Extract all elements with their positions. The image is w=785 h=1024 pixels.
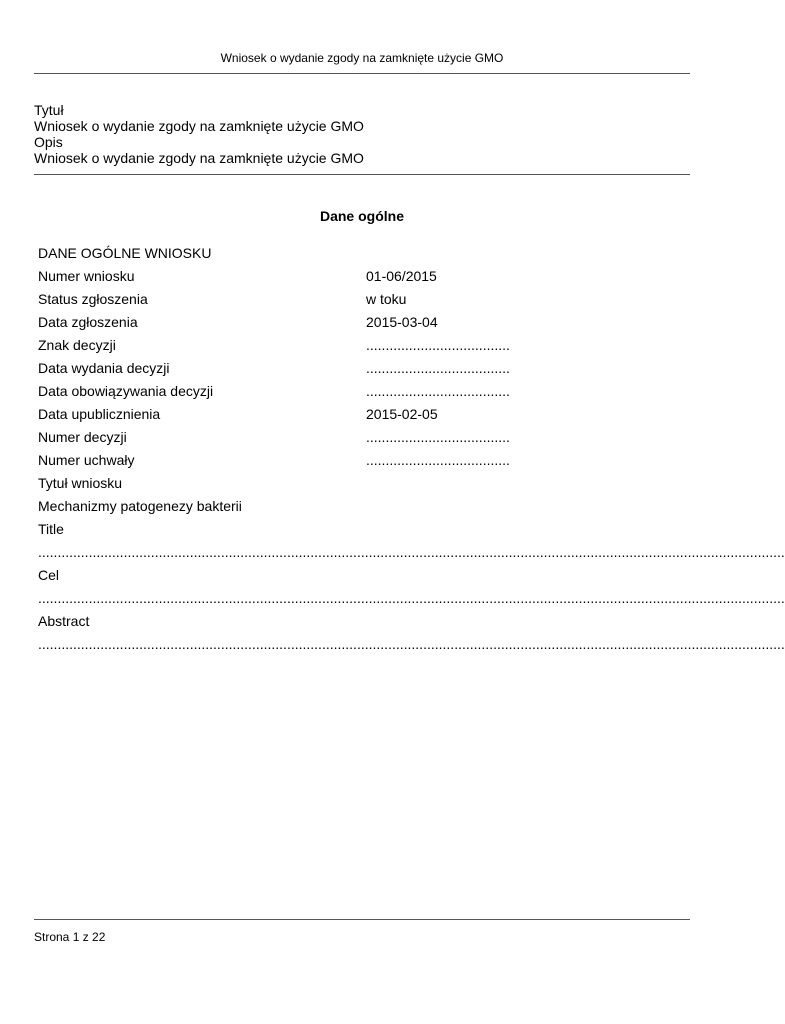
field-row (38, 314, 690, 337)
field-row (38, 406, 690, 429)
long-field-label: Cel (38, 567, 60, 583)
field-label: Data zgłoszenia (38, 314, 138, 330)
section-caption: DANE OGÓLNE WNIOSKU (38, 245, 212, 261)
field-row (38, 291, 690, 314)
field-value: ..................................... (366, 360, 510, 376)
field-label: Znak decyzji (38, 337, 116, 353)
application-title-label: Tytuł wniosku (38, 475, 123, 491)
field-value: ..................................... (366, 429, 510, 445)
page-number: Strona 1 z 22 (34, 930, 106, 944)
long-field-value: ................................................................................................................................................................................................ (38, 636, 785, 652)
long-field-value: ................................................................................................................................................................................................ (38, 544, 785, 560)
field-row (38, 383, 690, 406)
field-label: Data obowiązywania decyzji (38, 383, 214, 399)
field-label: Numer uchwały (38, 452, 135, 468)
long-field-label: Abstract (38, 613, 90, 629)
field-row (38, 452, 690, 475)
description-label: Opis (34, 134, 63, 150)
field-row (38, 360, 690, 383)
long-field-value: ................................................................................................................................................................................................ (38, 590, 785, 606)
header-divider (34, 73, 690, 74)
title-label: Tytuł (34, 102, 64, 118)
long-field-label: Title (38, 521, 64, 537)
field-label: Numer decyzji (38, 429, 127, 445)
field-value: 2015-03-04 (366, 314, 438, 330)
field-value: ..................................... (366, 383, 510, 399)
field-label: Data upublicznienia (38, 406, 161, 422)
field-value: w toku (366, 291, 407, 307)
field-label: Numer wniosku (38, 268, 135, 284)
footer-divider (34, 919, 690, 920)
metadata-divider (34, 174, 690, 175)
document-metadata (34, 102, 364, 166)
title-value: Wniosek o wydanie zgody na zamknięte użycie GMO (34, 118, 364, 134)
section-heading: Dane ogólne (319, 208, 404, 224)
field-row (38, 429, 690, 452)
general-data-fields (38, 268, 785, 659)
field-label: Status zgłoszenia (38, 291, 148, 307)
field-row (38, 337, 690, 360)
description-value: Wniosek o wydanie zgody na zamknięte użycie GMO (34, 150, 364, 166)
field-label: Data wydania decyzji (38, 360, 170, 376)
field-value: ..................................... (366, 452, 510, 468)
field-value: ..................................... (366, 337, 510, 353)
field-row (38, 268, 690, 291)
application-title-value: Mechanizmy patogenezy bakterii (38, 498, 242, 514)
field-value: 2015-02-05 (366, 406, 438, 422)
running-header: Wniosek o wydanie zgody na zamknięte użycie GMO (220, 51, 504, 65)
field-value: 01-06/2015 (366, 268, 437, 284)
